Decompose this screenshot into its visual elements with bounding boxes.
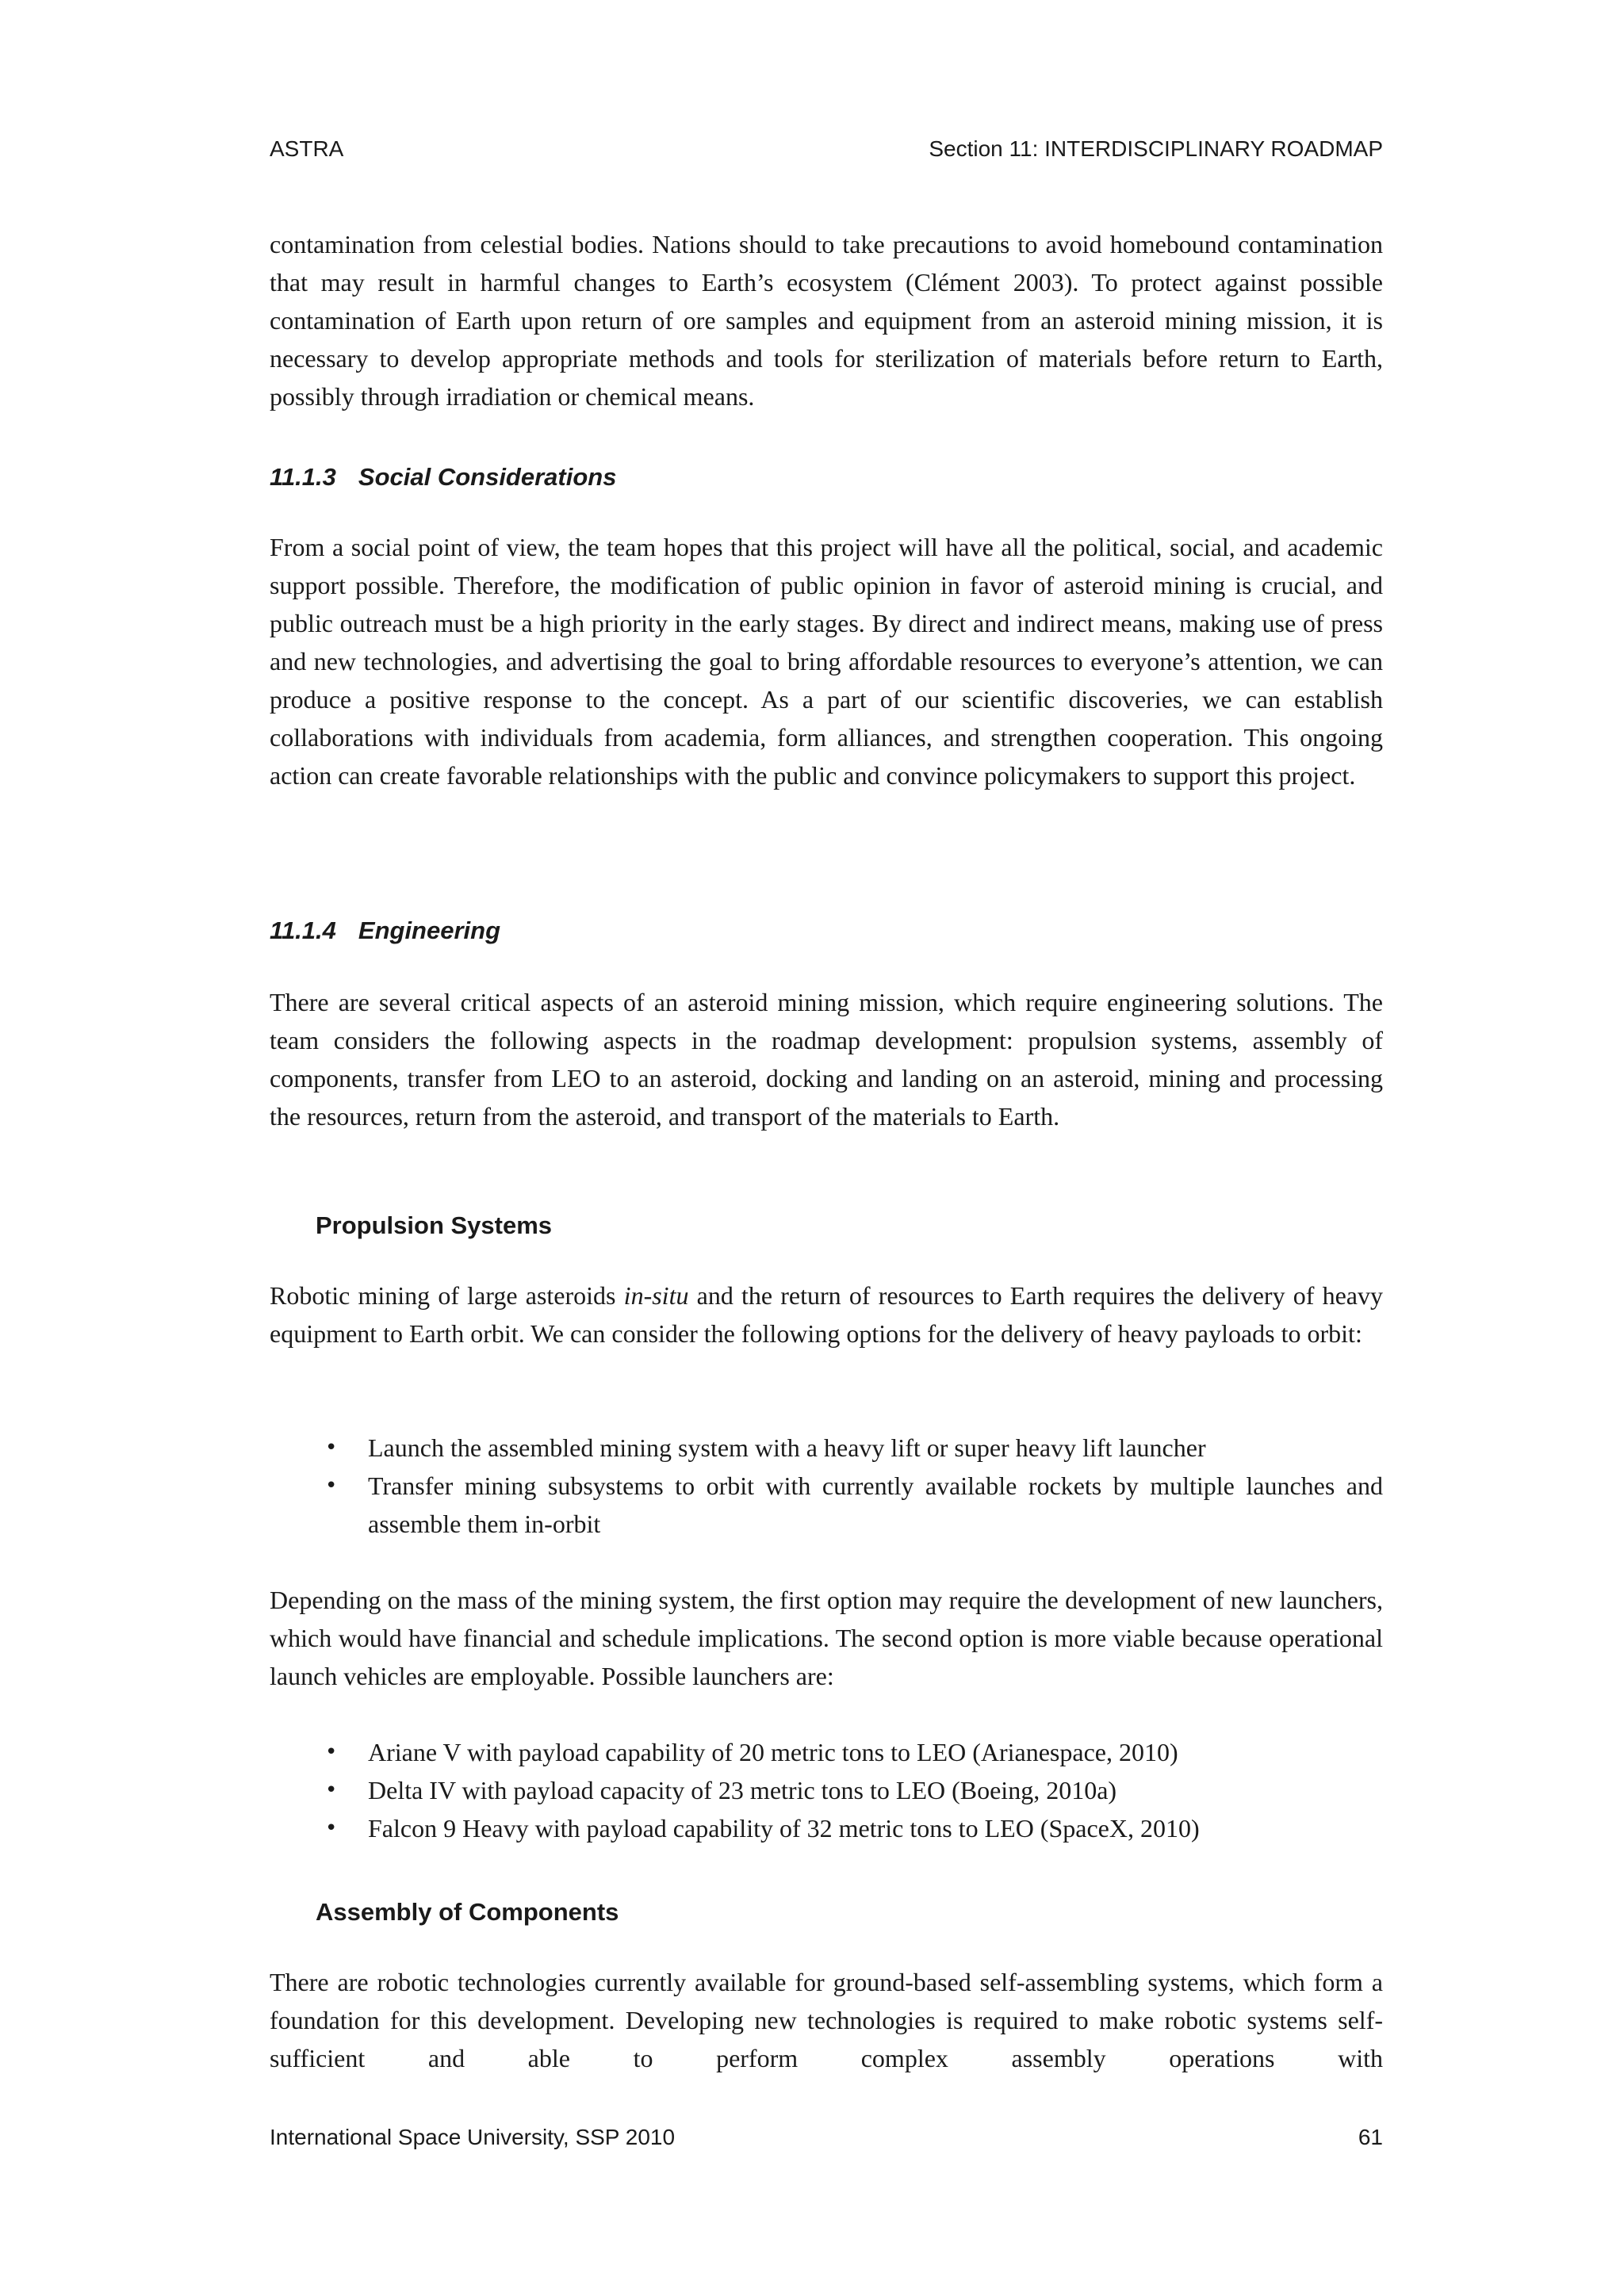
paragraph-contamination-text: contamination from celestial bodies. Nations should to take precautions to avoid homebound contamination that may result in harmful changes to Earth’s ecosystem (Clément 2003). To protect against possible contamination of Earth upon return of ore samples and equipment from an asteroid mining mission, it is necessary to develop appropriate methods and tools for sterilization of materials before return to Earth, possibly through irradiation or chemical means.: [270, 230, 1383, 411]
header-section-title: Section 11: INTERDISCIPLINARY ROADMAP: [929, 136, 1383, 161]
list-item: • Falcon 9 Heavy with payload capability of 32 metric tons to LEO (SpaceX, 2010): [270, 1809, 1383, 1847]
list-item: • Launch the assembled mining system with a heavy lift or super heavy lift launcher: [270, 1429, 1383, 1467]
header-doc-name: ASTRA: [270, 136, 344, 161]
paragraph-launcher-options-text: Depending on the mass of the mining system, the first option may require the development of new launchers, which would have financial and schedule implications. The second option is more viable because operational launch vehicles are employable. Possible launchers are:: [270, 1586, 1383, 1690]
launchers-list: [270, 1733, 1383, 1847]
list-item: • Delta IV with payload capacity of 23 metric tons to LEO (Boeing, 2010a): [270, 1771, 1383, 1809]
heading-number: 11.1.4: [270, 916, 336, 944]
paragraph-launcher-options: [270, 1581, 1383, 1695]
paragraph-social-text: From a social point of view, the team hopes that this project will have all the political, social, and academic support possible. Therefore, the modification of public opinion in favor of asteroid mining is crucial, and public outreach must be a high priority in the early stages. By direct and indirect means, making use of press and new technologies, and advertising the goal to bring affordable resources to everyone’s attention, we can produce a positive response to the concept. As a part of our scientific discoveries, we can establish collaborations with individuals from academia, form alliances, and strengthen cooperation. This ongoing action can create favorable relationships with the public and convince policymakers to support this project.: [270, 533, 1383, 790]
list-item: • Ariane V with payload capability of 20 metric tons to LEO (Arianespace, 2010): [270, 1733, 1383, 1771]
paragraph-engineering-text: There are several critical aspects of an asteroid mining mission, which require engineering solutions. The team considers the following aspects in the roadmap development: propulsion systems, assembly of components, transfer from LEO to an asteroid, docking and landing on an asteroid, mining and processing the resources, return from the asteroid, and transport of the materials to Earth.: [270, 988, 1383, 1131]
heading-social-considerations: [270, 461, 1383, 493]
options-list: [270, 1429, 1383, 1543]
italic-term: in-situ: [623, 1281, 689, 1310]
heading-title: Social Considerations: [358, 463, 617, 491]
bullet-icon: •: [325, 1778, 338, 1802]
list-item: • Transfer mining subsystems to orbit with currently available rockets by multiple launches and assemble them in-orbit: [270, 1467, 1383, 1543]
bullet-icon: •: [325, 1436, 338, 1460]
heading-engineering: [270, 915, 1383, 947]
heading-title: Engineering: [358, 916, 501, 944]
paragraph-social: [270, 528, 1383, 794]
footer-institution: International Space University, SSP 2010: [270, 2125, 676, 2149]
page-number: 61: [1358, 2125, 1383, 2149]
subheading-propulsion: [270, 1210, 1383, 1242]
paragraph-engineering: [270, 983, 1383, 1135]
heading-number: 11.1.3: [270, 463, 336, 491]
subheading-propulsion-text: Propulsion Systems: [316, 1211, 553, 1239]
document-page: [270, 0, 1383, 2296]
running-header: [270, 135, 1383, 163]
paragraph-assembly-text: There are robotic technologies currently available for ground-based self-assembling systems, which form a foundation for this development. Developing new technologies is required to make robotic systems self-sufficient and able to perform complex assembly operations with: [270, 1968, 1383, 2072]
bullet-icon: •: [325, 1816, 338, 1840]
paragraph-contamination: [270, 225, 1383, 415]
subheading-assembly: [270, 1896, 1383, 1928]
subheading-assembly-text: Assembly of Components: [316, 1898, 619, 1926]
paragraph-propulsion-intro: [270, 1276, 1383, 1353]
paragraph-propulsion-intro-text: Robotic mining of large asteroids in-situ and the return of resources to Earth requires the delivery of heavy equipment to Earth orbit. We can consider the following options for the delivery of heavy payloads to orbit:: [270, 1281, 1384, 1348]
bullet-icon: •: [325, 1474, 338, 1498]
running-footer: [270, 2123, 1383, 2152]
paragraph-assembly: [270, 1963, 1383, 2077]
bullet-icon: •: [325, 1740, 338, 1764]
